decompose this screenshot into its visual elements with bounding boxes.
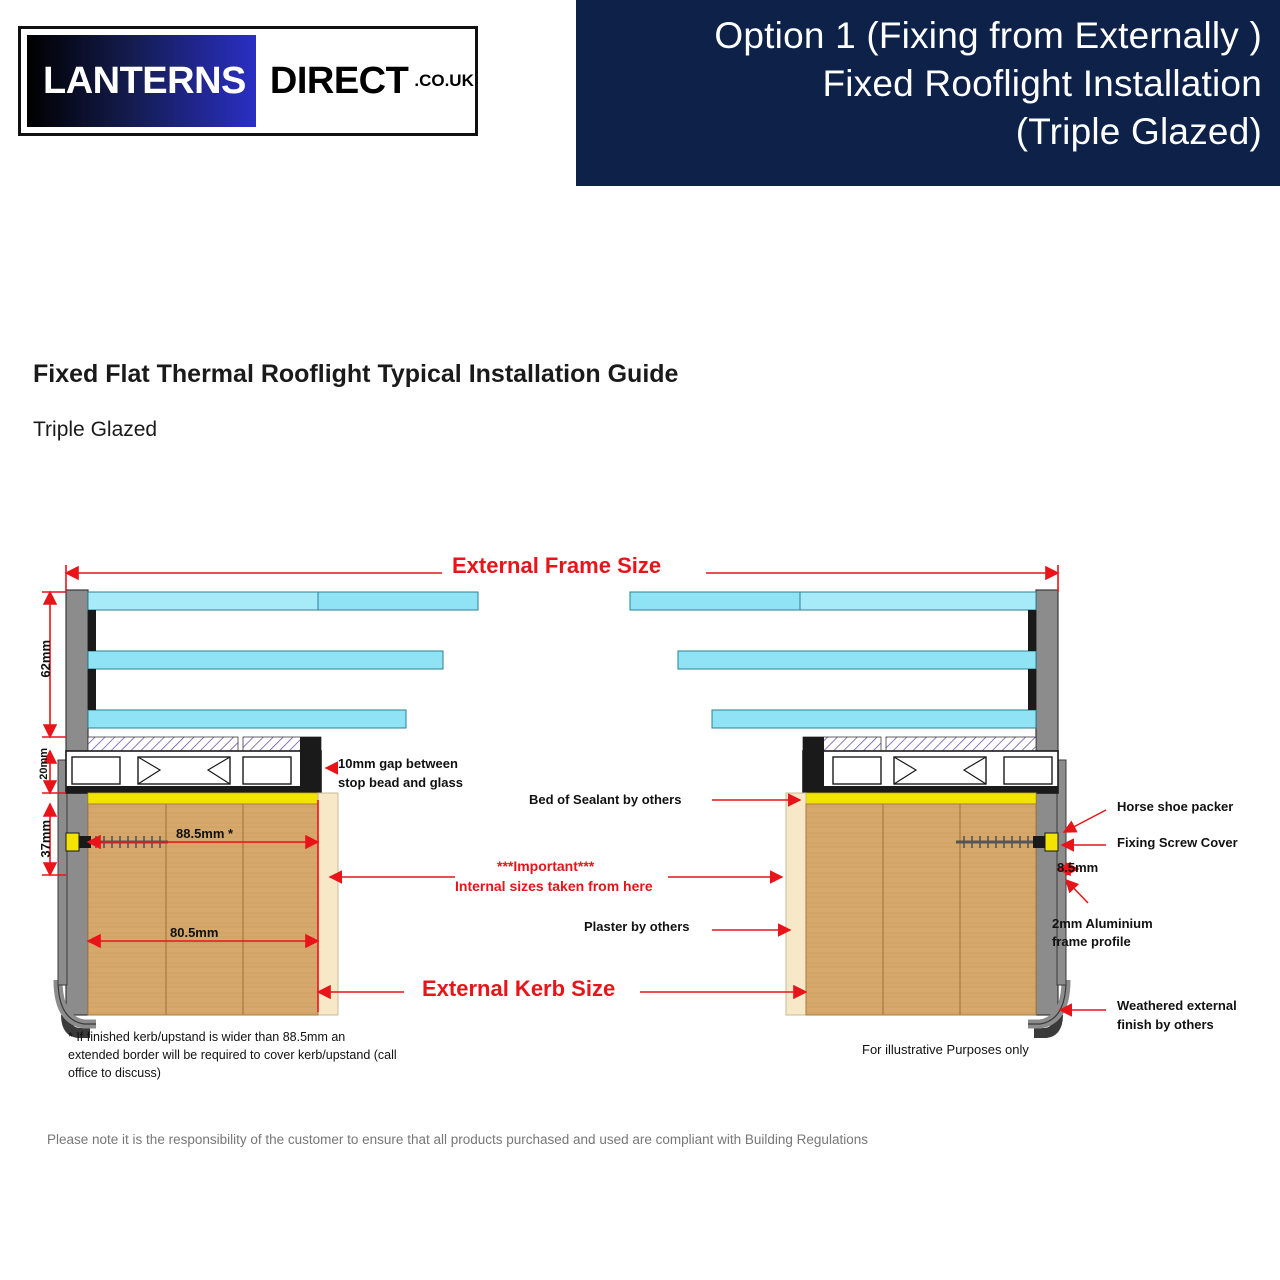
logo-brand-lanterns: LANTERNS bbox=[43, 59, 246, 102]
page-subtitle: Triple Glazed bbox=[33, 418, 158, 441]
label-gap-note-line1: 10mm gap between bbox=[338, 756, 458, 771]
label-bed-of-sealant: Bed of Sealant by others bbox=[529, 792, 682, 807]
label-weathered-line2: finish by others bbox=[1117, 1017, 1214, 1032]
header-title-line-2: Fixed Rooflight Installation bbox=[822, 63, 1262, 104]
kerb-footnote: * If finished kerb/upstand is wider than 88.5mm an extended border will be required to cover kerb/upstand (call office to discuss) bbox=[68, 1030, 397, 1081]
logo-brand-direct: DIRECT bbox=[269, 59, 409, 102]
dim-8-5mm: 8.5mm bbox=[1057, 860, 1099, 875]
label-external-frame-size: External Frame Size bbox=[452, 553, 662, 578]
illustrative-note: For illustrative Purposes only bbox=[862, 1042, 1029, 1057]
label-important-line1: ***Important*** bbox=[497, 858, 595, 874]
right-section-assembly bbox=[630, 590, 1066, 1033]
label-horse-shoe-packer: Horse shoe packer bbox=[1117, 799, 1234, 814]
label-external-kerb-size: External Kerb Size bbox=[422, 976, 616, 1001]
label-plaster-by-others: Plaster by others bbox=[584, 919, 690, 934]
page-title: Fixed Flat Thermal Rooflight Typical Installation Guide bbox=[33, 360, 679, 388]
logo-brand-tld: .CO.UK bbox=[414, 71, 474, 90]
label-important-line2: Internal sizes taken from here bbox=[455, 878, 653, 894]
left-section-assembly bbox=[58, 590, 478, 1033]
label-fixing-screw-cover: Fixing Screw Cover bbox=[1117, 835, 1238, 850]
label-gap-note-line2: stop bead and glass bbox=[338, 775, 463, 790]
dim-62mm: 62mm bbox=[38, 640, 53, 678]
label-alu-profile-line2: frame profile bbox=[1052, 934, 1131, 949]
dim-37mm: 37mm bbox=[38, 820, 53, 858]
dim-88-5mm: 88.5mm * bbox=[176, 826, 234, 841]
dim-80-5mm: 80.5mm bbox=[170, 925, 219, 940]
building-regulations-disclaimer: Please note it is the responsibility of the customer to ensure that all products purchased and used are compliant with Building Regulations bbox=[47, 1132, 868, 1147]
header-title-line-3: (Triple Glazed) bbox=[1015, 111, 1262, 152]
dim-20mm: 20mm bbox=[38, 748, 50, 780]
label-alu-profile-line1: 2mm Aluminium bbox=[1052, 916, 1153, 931]
header-title-line-1: Option 1 (Fixing from Externally ) bbox=[714, 15, 1262, 56]
label-weathered-line1: Weathered external bbox=[1117, 998, 1237, 1013]
